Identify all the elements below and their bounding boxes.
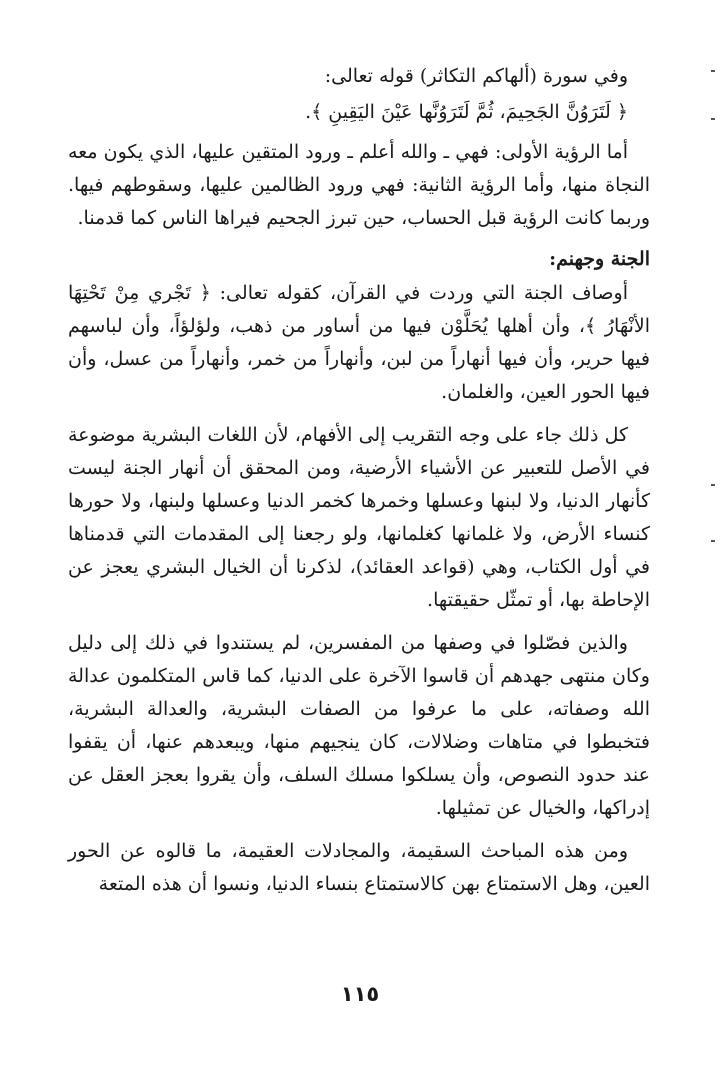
margin-mark — [711, 118, 715, 120]
paragraph-paradise-descriptions: أوصاف الجنة التي وردت في القرآن، كقوله تعالى: ﴿ تَجْري مِنْ تَحْتِهَا الأنْهَارُ ﴾، وأن أهلها يُحَلَّوْن فيها من أساور من ذهب، ولؤلؤاً، وأن لباسهم فيها حرير، وأن فيها أنهاراً من لبن، وأنهاراً من خمر، وأنهاراً من عسل، وأن فيها الحور العين، والغلمان. — [68, 282, 650, 403]
page-number: ١١٥ — [340, 982, 380, 1006]
paragraph-approximation: كل ذلك جاء على وجه التقريب إلى الأفهام، لأن اللغات البشرية موضوعة في الأصل للتعبير عن الأشياء الأرضية، ومن المحقق أن أنهار الجنة ليست كأنهار الدنيا، ولا لبنها وعسلها وخمرها كخمر الدنيا وعسلها ولبنها، ولا حورها كنساء الأرض، ولا غلمانها كغلمانها، ولو رجعنا إلى المقدمات التي قدمناها في أول الكتاب، وهي (قواعد العقائد)، لذكرنا أن الخيال البشري يعجز عن الإحاطة بها، أو تمثّل حقيقتها. — [68, 424, 650, 611]
margin-mark — [711, 484, 715, 486]
book-page — [68, 58, 650, 907]
intro-line: وفي سورة (ألهاكم التكاثر) قوله تعالى: — [324, 65, 628, 87]
margin-mark — [711, 70, 715, 72]
section-heading: الجنة وجهنم: — [549, 248, 650, 270]
paragraph-debates: ومن هذه المباحث السقيمة، والمجادلات العقيمة، ما قالوه عن الحور العين، وهل الاستمتاع بهن كالاستمتاع بنساء الدنيا، ونسوا أن هذه المتعة — [68, 840, 650, 895]
margin-mark — [711, 540, 715, 542]
paragraph-exegetes: والذين فصّلوا في وصفها من المفسرين، لم يستندوا في ذلك إلى دليل وكان منتهى جهدهم أن قاسوا الآخرة على الدنيا، كما قاس المتكلمون عدالة الله وصفاته، على ما عرفوا من الصفات البشرية، والعدالة البشرية، فتخبطوا في متاهات وضلالات، كان ينجيهم منها، ويبعدهم عنها، أن يقفوا عند حدود النصوص، وأن يسلكوا مسلك السلف، وأن يقروا بعجز العقل عن إدراكها، والخيال عن تمثيلها. — [68, 632, 650, 819]
quran-verse: ﴿ لَتَرَوُنَّ الجَحِيمَ، ثُمَّ لَتَرَوُنَّها عَيْنَ اليَقِينِ ﴾. — [305, 101, 628, 123]
paragraph-vision: أما الرؤية الأولى: فهي ـ والله أعلم ـ ورود المتقين عليها، الذي يكون معه النجاة منها، وأما الرؤية الثانية: فهي ورود الظالمين عليها، وسقوطهم فيها. وربما كانت الرؤية قبل الحساب، حين تبرز الجحيم فيراها الناس كما قدمنا. — [68, 141, 650, 229]
